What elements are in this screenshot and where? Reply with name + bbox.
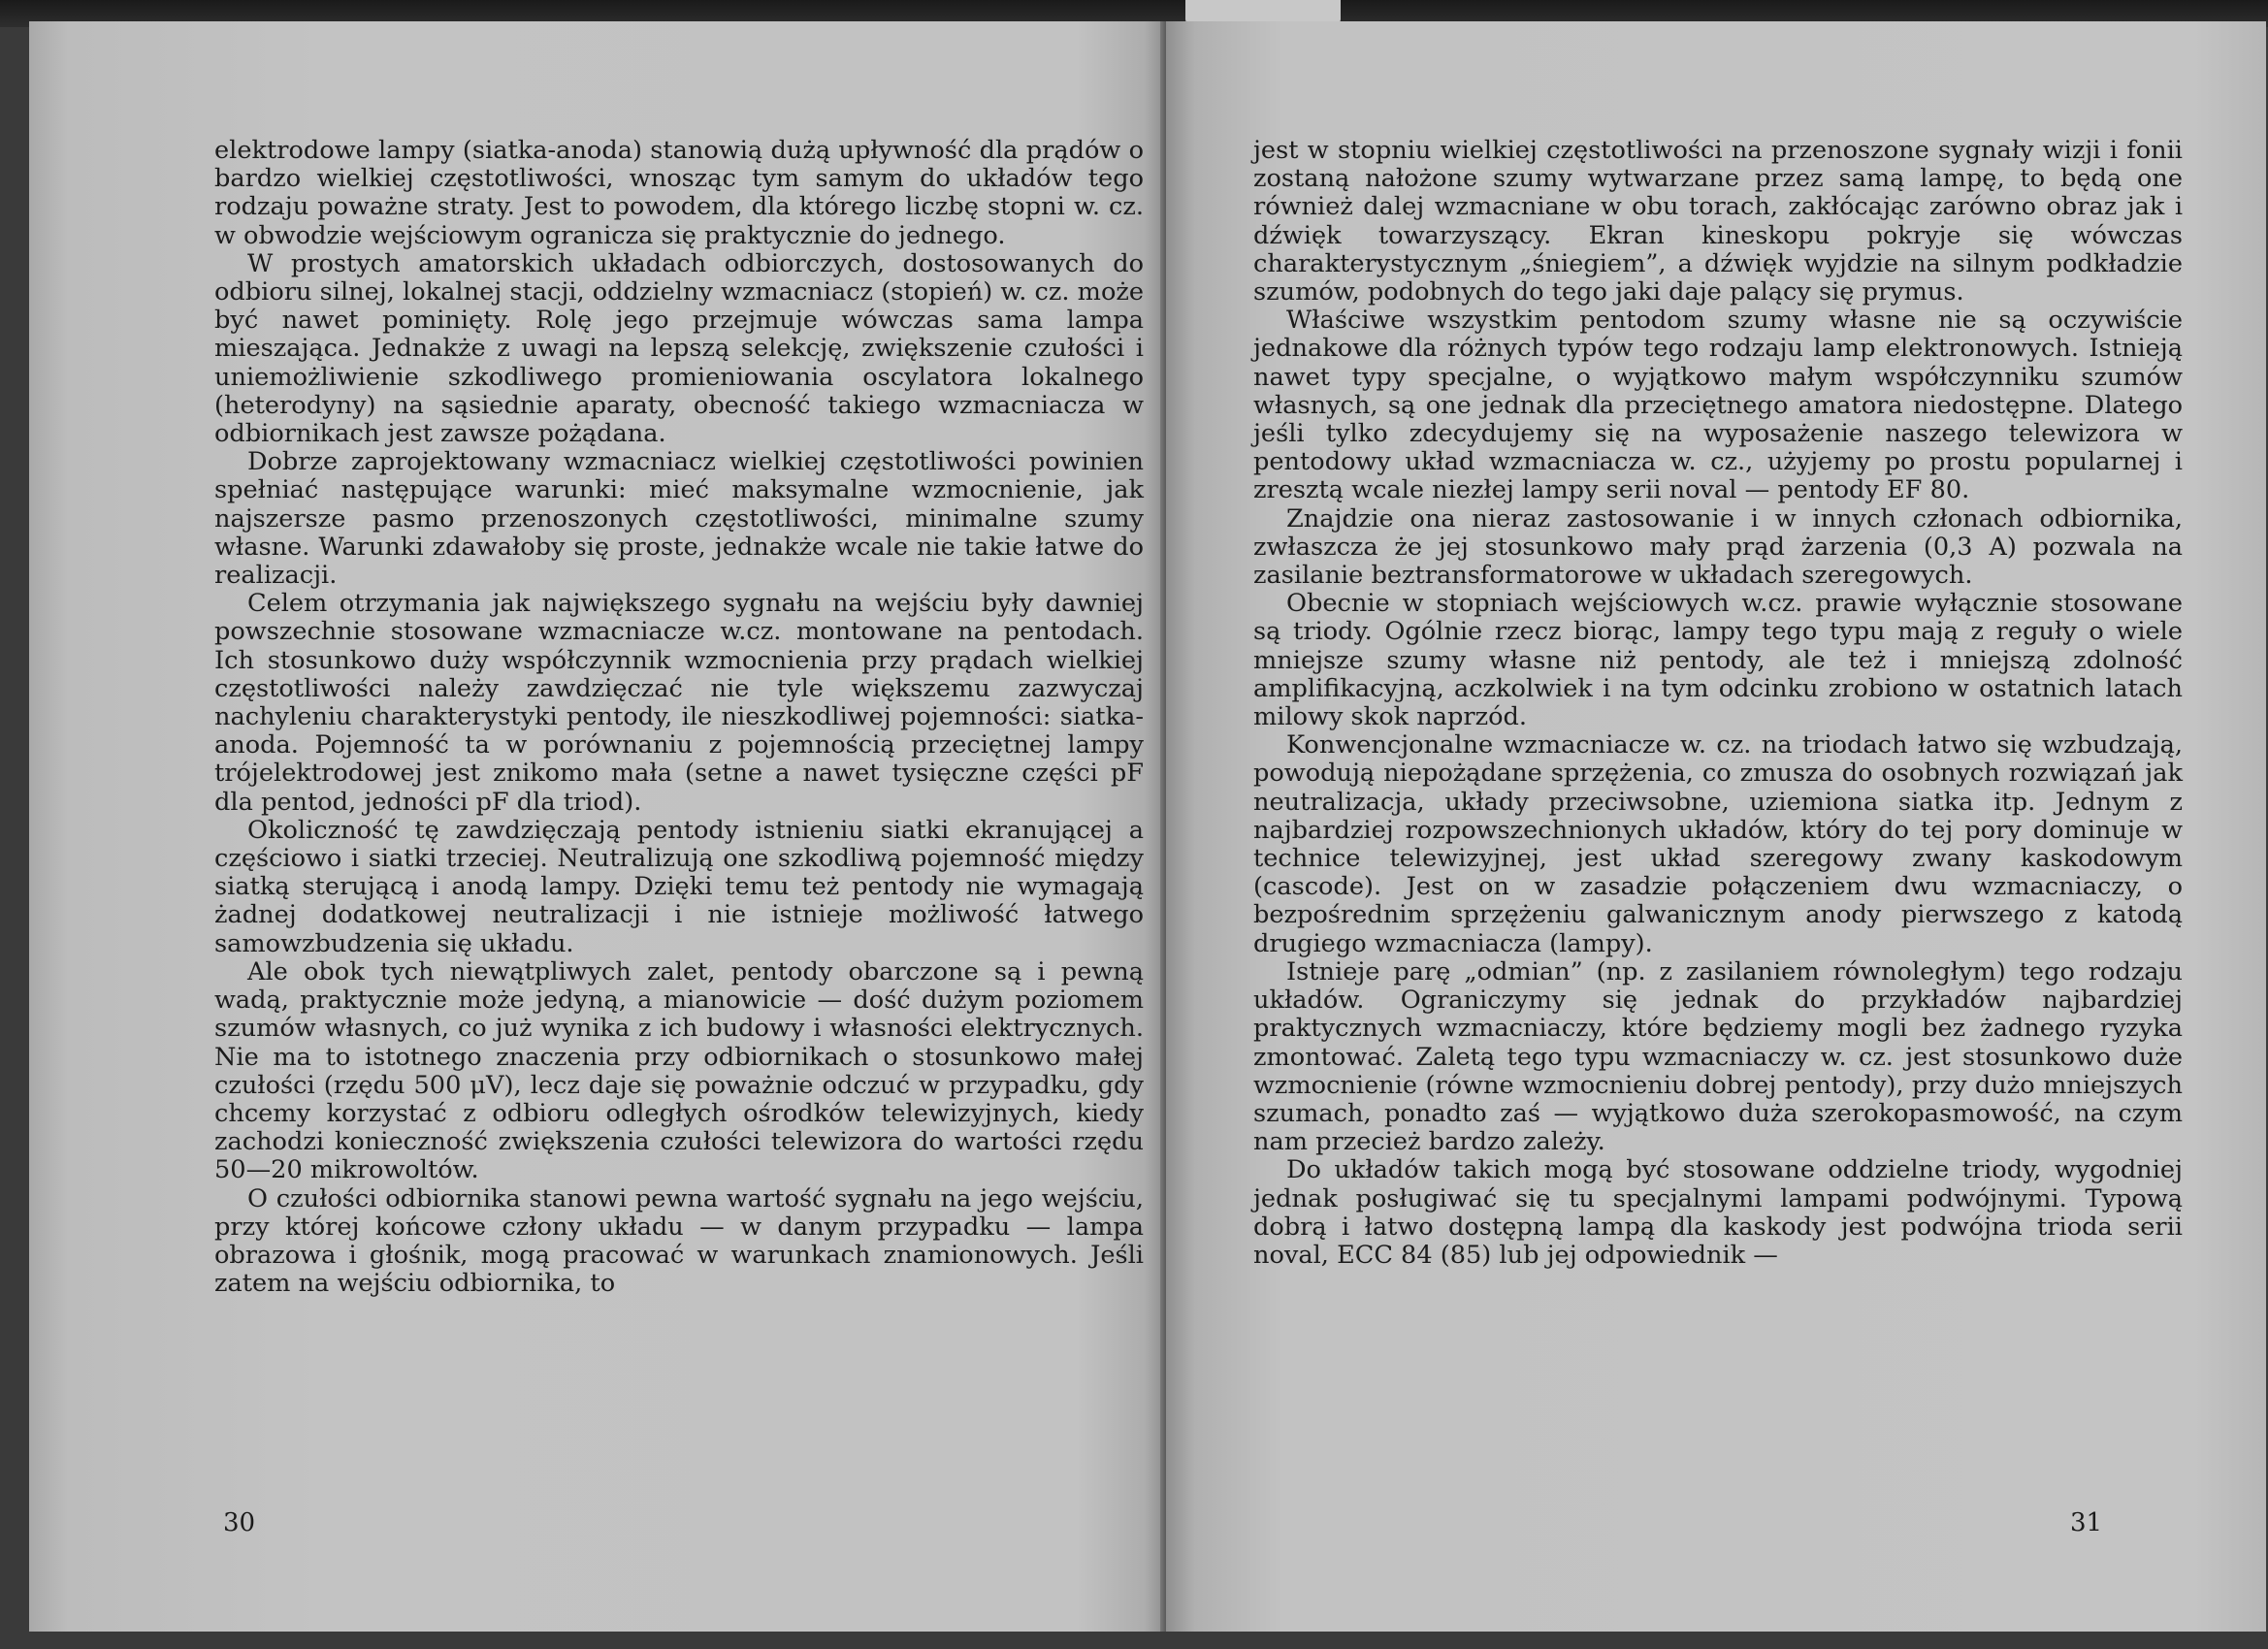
right-page-text bbox=[1253, 137, 2183, 1270]
paragraph: Obecnie w stopniach wejściowych w.cz. prawie wyłącznie stosowane są triody. Ogólnie rzecz biorąc, lampy tego typu mają z reguły o wiele mniejsze szumy własne niż pentody, ale też i mniejszą zdolność amplifikacyjną, aczkolwiek i na tym odcinku zrobiono w ostatnich latach milowy skok naprzód. bbox=[1253, 589, 2183, 732]
scanner-tab bbox=[1185, 0, 1341, 23]
paragraph: Właściwe wszystkim pentodom szumy własne nie są oczywiście jednakowe dla różnych typów tego rodzaju lamp elektronowych. Istnieją nawet typy specjalne, o wyjątkowo małym współczynniku szumów własnych, są one jednak dla przeciętnego amatora niedostępne. Dlatego jeśli tylko zdecydujemy się na wyposażenie naszego telewizora w pentodowy układ wzmacniacza w. cz., użyjemy po prostu popularnej i zresztą wcale niezłej lampy serii noval — pentody EF 80. bbox=[1253, 306, 2183, 505]
paragraph: jest w stopniu wielkiej częstotliwości na przenoszone sygnały wizji i fonii zostaną nałożone szumy wytwarzane przez samą lampę, to będą one również dalej wzmacniane w obu torach, zakłócając zarówno obraz jak i dźwięk towarzyszący. Ekran kineskopu pokryje się wówczas charakterystycznym „śniegiem”, a dźwięk wyjdzie na silnym podkładzie szumów, podobnych do tego jaki daje palący się prymus. bbox=[1253, 136, 2183, 307]
paragraph: elektrodowe lampy (siatka-anoda) stanowią dużą upływność dla prądów o bardzo wielkiej częstotliwości, wnosząc tym samym do układów tego rodzaju poważne straty. Jest to powodem, dla którego liczbę stopni w. cz. w obwodzie wejściowym ogranicza się praktycznie do jednego. bbox=[214, 136, 1144, 250]
paragraph: Konwencjonalne wzmacniacze w. cz. na triodach łatwo się wzbudzają, powodują niepożądane sprzężenia, co zmusza do osobnych rozwiązań jak neutralizacja, układy przeciwsobne, uziemiona siatka itp. Jednym z najbardziej rozpowszechnionych układów, który do tej pory dominuje w technice telewizyjnej, jest układ szeregowy zwany kaskodowym (cascode). Jest on w zasadzie połączeniem dwu wzmacniaczy, o bezpośrednim sprzężeniu galwanicznym anody pierwszego z katodą drugiego wzmacniacza (lampy). bbox=[1253, 730, 2183, 958]
paragraph: Dobrze zaprojektowany wzmacniacz wielkiej częstotliwości powinien spełniać następujące warunki: mieć maksymalne wzmocnienie, jak najszersze pasmo przenoszonych częstotliwości, minimalne szumy własne. Warunki zdawałoby się proste, jednakże wcale nie takie łatwe do realizacji. bbox=[214, 447, 1144, 591]
paragraph: W prostych amatorskich układach odbiorczych, dostosowanych do odbioru silnej, lokalnej stacji, oddzielny wzmacniacz (stopień) w. cz. może być nawet pominięty. Rolę jego przejmuje wówczas sama lampa mieszająca. Jednakże z uwagi na lepszą selekcję, zwiększenie czułości i uniemożliwienie szkodliwego promieniowania oscylatora lokalnego (heterodyny) na sąsiednie aparaty, obecność takiego wzmacniacza w odbiornikach jest zawsze pożądana. bbox=[214, 248, 1144, 449]
paragraph: O czułości odbiornika stanowi pewna wartość sygnału na jego wejściu, przy której końcowe człony układu — w danym przypadku — lampa obrazowa i głośnik, mogą pracować w warunkach znamionowych. Jeśli zatem na wejściu odbiornika, to bbox=[214, 1183, 1144, 1299]
paragraph: Ale obok tych niewątpliwych zalet, pentody obarczone są i pewną wadą, praktycznie może jedyną, a mianowicie — dość dużym poziomem szumów własnych, co już wynika z ich budowy i własności elektrycznych. Nie ma to istotnego znaczenia przy odbiornikach o stosunkowo małej czułości (rzędu 500 μV), lecz daje się poważnie odczuć w przypadku, gdy chcemy korzystać z odbioru odległych ośrodków telewizyjnych, kiedy zachodzi konieczność zwiększenia czułości telewizora do wartości rzędu 50—20 mikrowoltów. bbox=[214, 956, 1144, 1185]
left-page-text bbox=[214, 137, 1144, 1298]
page-number: 30 bbox=[223, 1508, 256, 1537]
paragraph: Celem otrzymania jak największego sygnału na wejściu były dawniej powszechnie stosowane wzmacniacze w.cz. montowane na pentodach. Ich stosunkowo duży współczynnik wzmocnienia przy prądach wielkiej częstotliwości należy zawdzięczać nie tyle większemu zazwyczaj nachyleniu charakterystyki pentody, ile nieszkodliwej pojemności: siatka-anoda. Pojemność ta w porównaniu z pojemnością przeciętnej lampy trójelektrodowej jest znikomo mała (setne a nawet tysięczne części pF dla pentod, jedności pF dla triod). bbox=[214, 589, 1144, 817]
paragraph: Do układów takich mogą być stosowane oddzielne triody, wygodniej jednak posługiwać się tu specjalnymi lampami podwójnymi. Typową dobrą i łatwo dostępną lampą dla kaskody jest podwójna trioda serii noval, ECC 84 (85) lub jej odpowiednik — bbox=[1253, 1155, 2183, 1270]
paragraph: Istnieje parę „odmian” (np. z zasilaniem równoległym) tego rodzaju układów. Ograniczymy się jednak do przykładów najbardziej praktycznych wzmacniaczy, które będziemy mogli bez żadnego ryzyka zmontować. Zaletą tego typu wzmacniaczy w. cz. jest stosunkowo duże wzmocnienie (równe wzmocnieniu dobrej pentody), przy dużo mniejszych szumach, ponadto zaś — wyjątkowo duża szerokopasmowość, na czym nam przecież bardzo zależy. bbox=[1253, 956, 2183, 1157]
right-page bbox=[1166, 21, 2266, 1632]
paragraph: Okoliczność tę zawdzięczają pentody istnieniu siatki ekranującej a częściowo i siatki trzeciej. Neutralizują one szkodliwą pojemność między siatką sterującą i anodą lampy. Dzięki temu też pentody nie wymagają żadnej dodatkowej neutralizacji i nie istnieje możliwość łatwego samowzbudzenia się układu. bbox=[214, 815, 1144, 958]
left-page bbox=[29, 21, 1166, 1632]
page-number: 31 bbox=[2070, 1508, 2103, 1537]
paragraph: Znajdzie ona nieraz zastosowanie i w innych członach odbiornika, zwłaszcza że jej stosunkowo mały prąd żarzenia (0,3 A) pozwala na zasilanie beztransformatorowe w układach szeregowych. bbox=[1253, 503, 2183, 591]
